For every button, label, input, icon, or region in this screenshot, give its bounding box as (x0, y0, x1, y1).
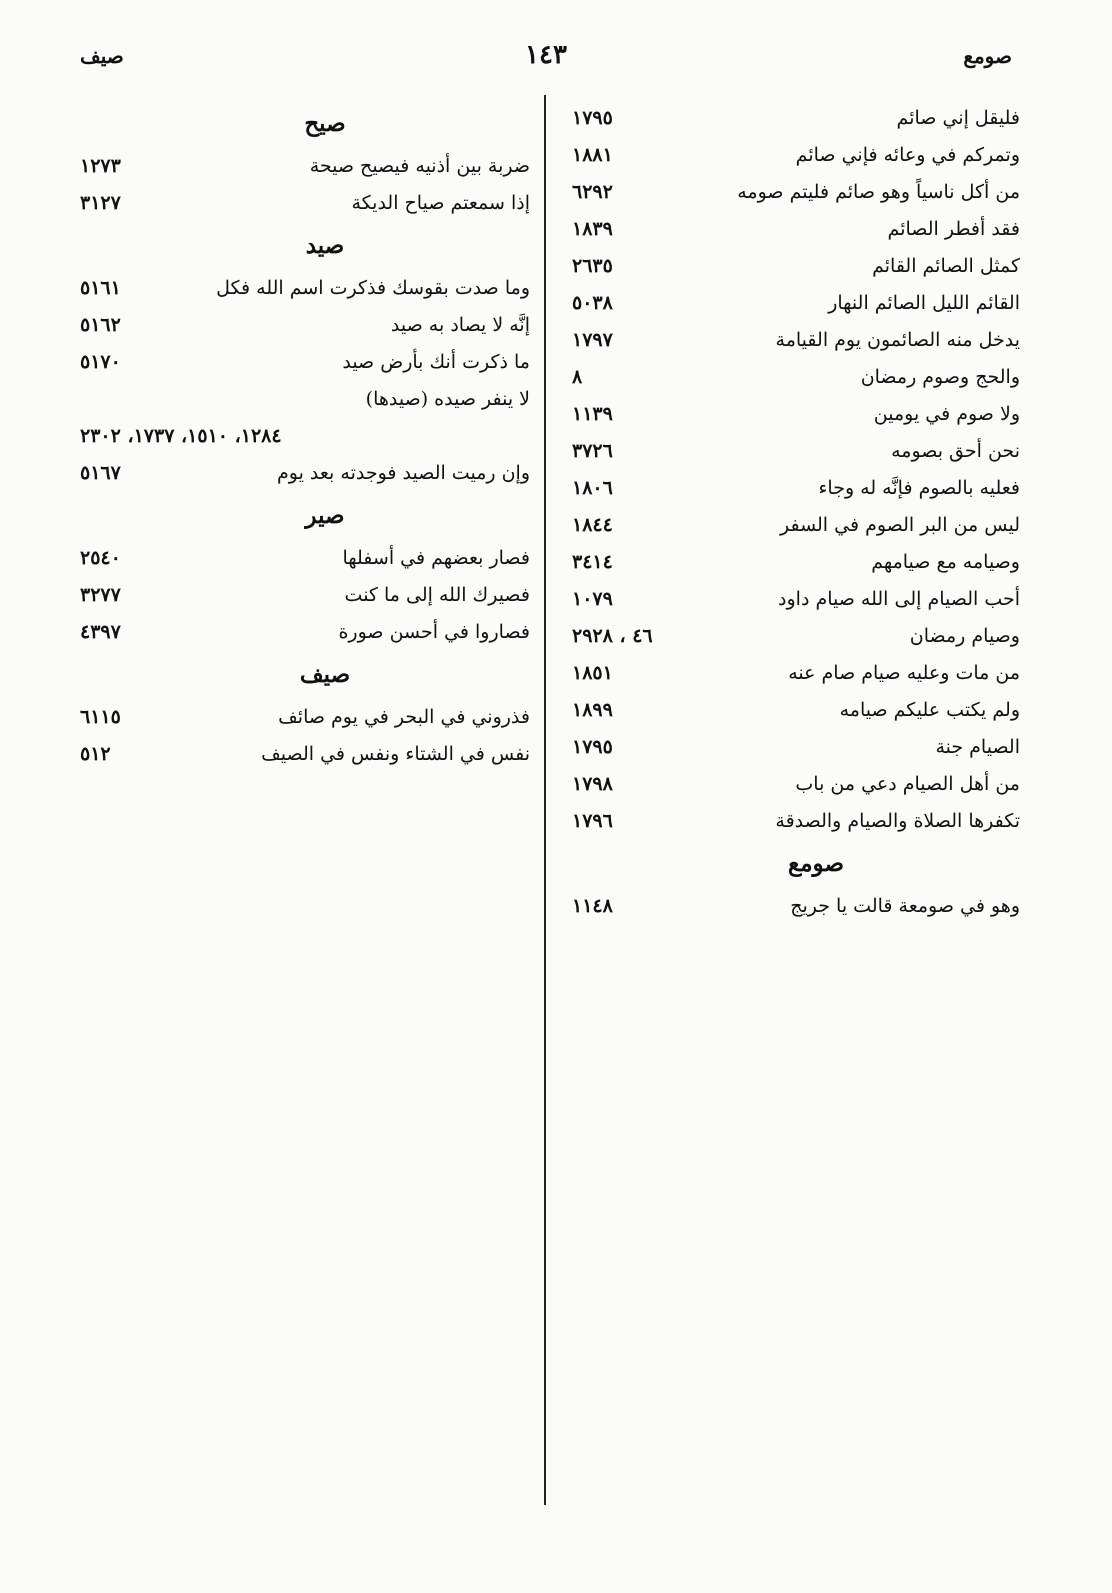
entry-text: والحج وصوم رمضان (860, 366, 1020, 388)
entry-text: ضربة بين أذنيه فيصيح صيحة (309, 155, 530, 177)
index-entry (80, 270, 530, 307)
entry-hadith-number: ١٧٩٥ (572, 107, 613, 129)
entry-hadith-number: ٣١٢٧ (80, 192, 121, 214)
column-divider (544, 95, 546, 1505)
index-entry (572, 285, 1020, 322)
entry-text: وصيام رمضان (909, 625, 1020, 647)
entry-text: فقد أفطر الصائم (887, 218, 1020, 240)
header-left-keyword: صيف (80, 44, 124, 68)
index-entry (572, 729, 1020, 766)
entry-hadith-number: ١٠٧٩ (572, 588, 613, 610)
entry-hadith-number: ١٨٤٤ (572, 514, 613, 536)
entry-hadith-number: ١٧٩٦ (572, 810, 613, 832)
entry-hadith-number: ٥١٧٠ (80, 351, 121, 373)
entry-hadith-number: ١٧٩٧ (572, 329, 613, 351)
header-right-keyword: صومع (963, 44, 1012, 68)
entry-hadith-number: ١٨٣٩ (572, 218, 613, 240)
entry-hadith-number: ١١٣٩ (572, 403, 613, 425)
entry-hadith-number: ١٧٩٨ (572, 773, 613, 795)
entry-hadith-number: ٤٦ ، ٢٩٢٨ (572, 625, 653, 647)
index-entry (572, 137, 1020, 174)
index-entry (80, 185, 530, 222)
entry-text: ولم يكتب عليكم صيامه (839, 699, 1020, 721)
entry-hadith-number: ١٢٧٣ (80, 155, 121, 177)
entry-hadith-number: ٥٠٣٨ (572, 292, 613, 314)
index-entry (572, 174, 1020, 211)
index-entry (80, 381, 530, 418)
entry-hadith-number: ٣٧٢٦ (572, 440, 613, 462)
entry-hadith-number: ٢٥٤٠ (80, 547, 121, 569)
entry-text: أحب الصيام إلى الله صيام داود (778, 588, 1020, 610)
entry-text: يدخل منه الصائمون يوم القيامة (775, 329, 1020, 351)
entry-text: فليقل إني صائم (896, 107, 1020, 129)
section-heading: صومع (788, 850, 844, 877)
index-entry (572, 433, 1020, 470)
index-entry (80, 307, 530, 344)
entry-text: من أهل الصيام دعي من باب (795, 773, 1020, 795)
index-entry (80, 455, 530, 492)
entry-text: ليس من البر الصوم في السفر (779, 514, 1020, 536)
index-entry (572, 655, 1020, 692)
entry-text: فذروني في البحر في يوم صائف (278, 706, 530, 728)
entry-text: ولا صوم في يومين (873, 403, 1020, 425)
entry-hadith-number: ١٢٨٤، ١٥١٠، ١٧٣٧، ٢٣٠٢ (80, 425, 282, 447)
entry-hadith-number: ١٨٠٦ (572, 477, 613, 499)
index-entry (80, 344, 530, 381)
entry-text: لا ينفر صيده (صيدها) (365, 388, 530, 410)
entry-hadith-number: ٢٦٣٥ (572, 255, 613, 277)
entry-text: من أكل ناسياً وهو صائم فليتم صومه (737, 181, 1020, 203)
entry-text: وإن رميت الصيد فوجدته بعد يوم (277, 462, 530, 484)
index-entry (572, 888, 1020, 925)
index-entry (572, 544, 1020, 581)
index-entry (80, 736, 530, 773)
entry-text: كمثل الصائم القائم (872, 255, 1020, 277)
entry-hadith-number: ١١٤٨ (572, 895, 613, 917)
entry-hadith-number: ١٧٩٥ (572, 736, 613, 758)
index-entry (572, 396, 1020, 433)
index-entry (572, 359, 1020, 396)
index-entry (572, 581, 1020, 618)
index-entry (572, 322, 1020, 359)
entry-text: فعليه بالصوم فإنَّه له وجاء (818, 477, 1020, 499)
section-heading: صيح (304, 110, 346, 137)
index-entry (572, 248, 1020, 285)
entry-text: إذا سمعتم صياح الديكة (351, 192, 530, 214)
entry-text: إنَّه لا يصاد به صيد (390, 314, 530, 336)
entry-text: وهو في صومعة قالت يا جريج (790, 895, 1020, 917)
index-entry (572, 507, 1020, 544)
entry-text: نفس في الشتاء ونفس في الصيف (261, 743, 530, 765)
right-column (572, 100, 1020, 925)
entry-hadith-number: ٥١٢ (80, 743, 111, 765)
entry-text: من مات وعليه صيام صام عنه (788, 662, 1020, 684)
index-entry (572, 803, 1020, 840)
entry-text: الصيام جنة (935, 736, 1020, 758)
entry-hadith-number: ٥١٦٢ (80, 314, 121, 336)
entry-text: تكفرها الصلاة والصيام والصدقة (775, 810, 1020, 832)
entry-hadith-number: ٤٣٩٧ (80, 621, 121, 643)
entry-hadith-number: ٦٢٩٢ (572, 181, 613, 203)
page-header (80, 40, 1012, 80)
index-entry (572, 211, 1020, 248)
entry-text: وصيامه مع صيامهم (871, 551, 1020, 573)
entry-hadith-number: ٥١٦١ (80, 277, 121, 299)
index-entry (80, 540, 530, 577)
entry-hadith-number: ٥١٦٧ (80, 462, 121, 484)
index-entry (572, 618, 1020, 655)
section-heading: صيد (305, 232, 345, 259)
entry-hadith-number: ١٨٨١ (572, 144, 613, 166)
entry-text: القائم الليل الصائم النهار (828, 292, 1020, 314)
entry-hadith-number: ١٨٩٩ (572, 699, 613, 721)
index-entry (80, 614, 530, 651)
left-column (80, 100, 530, 773)
entry-text: فصيرك الله إلى ما كنت (344, 584, 530, 606)
index-entry (572, 766, 1020, 803)
entry-hadith-number: ٦١١٥ (80, 706, 121, 728)
section-heading: صير (305, 502, 345, 529)
index-entry (80, 418, 530, 455)
entry-text: نحن أحق بصومه (891, 440, 1020, 462)
index-entry (80, 148, 530, 185)
index-entry (572, 100, 1020, 137)
section-heading: صيف (299, 661, 351, 688)
entry-hadith-number: ٣٤١٤ (572, 551, 613, 573)
entry-hadith-number: ٣٢٧٧ (80, 584, 121, 606)
index-entry (80, 699, 530, 736)
entry-text: ما ذكرت أنك بأرض صيد (342, 351, 530, 373)
entry-text: فصاروا في أحسن صورة (338, 621, 530, 643)
entry-text: فصار بعضهم في أسفلها (342, 547, 530, 569)
index-entry (572, 470, 1020, 507)
page-number: ١٤٣ (525, 40, 567, 70)
entry-text: وتمركم في وعائه فإني صائم (795, 144, 1020, 166)
index-entry (572, 692, 1020, 729)
entry-text: وما صدت بقوسك فذكرت اسم الله فكل (216, 277, 530, 299)
entry-hadith-number: ١٨٥١ (572, 662, 613, 684)
index-entry (80, 577, 530, 614)
entry-hadith-number: ٨ (572, 366, 583, 388)
